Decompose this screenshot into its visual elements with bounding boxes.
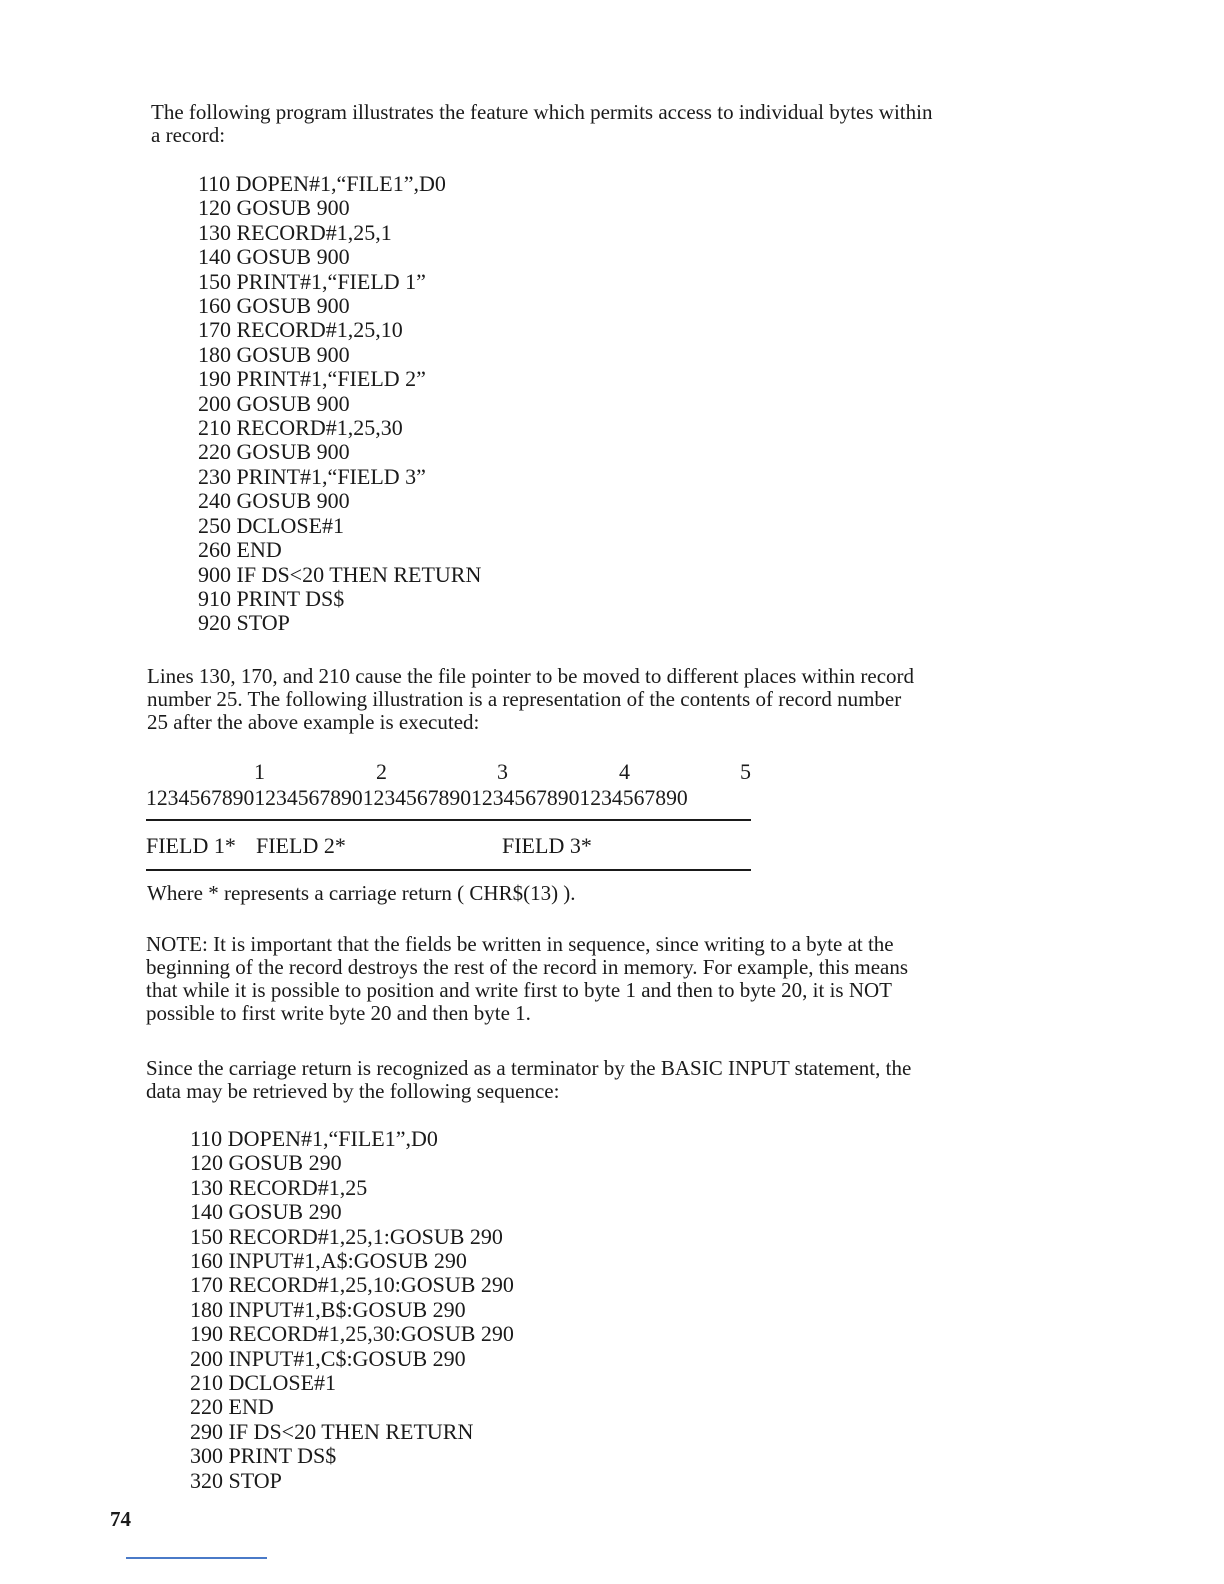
note-line: NOTE: It is important that the fields be written in sequence, since writing to a byte at the [146, 932, 894, 956]
code-line: 150 PRINT#1,“FIELD 1” [198, 268, 426, 294]
note-line: possible to first write byte 20 and then byte 1. [146, 1001, 531, 1025]
explanation-paragraph [147, 665, 914, 734]
code-line: 190 PRINT#1,“FIELD 2” [198, 366, 426, 392]
retrieval-paragraph [146, 1057, 911, 1103]
code-line: 180 GOSUB 900 [198, 341, 350, 367]
code-line: 130 RECORD#1,25,1 [198, 219, 392, 245]
note-paragraph [146, 933, 908, 1025]
code-line: 200 INPUT#1,C$:GOSUB 290 [190, 1345, 466, 1371]
code-line: 140 GOSUB 900 [198, 244, 350, 270]
code-line: 170 RECORD#1,25,10:GOSUB 290 [190, 1272, 514, 1298]
code-line: 240 GOSUB 900 [198, 488, 350, 514]
code-line: 220 GOSUB 900 [198, 439, 350, 465]
code-line: 920 STOP [198, 610, 290, 636]
code-line: 910 PRINT DS$ [198, 585, 345, 611]
note-line: that while it is possible to position and write first to byte 1 and then to byte 20, it is NOT [146, 978, 893, 1002]
tens-marker: 5 [740, 759, 751, 784]
code-line: 320 STOP [190, 1467, 282, 1493]
code-line: 140 GOSUB 290 [190, 1199, 342, 1225]
record-top-rule [146, 819, 751, 821]
code-line: 220 END [190, 1394, 274, 1420]
intro-line: a record: [151, 123, 226, 147]
code-line: 250 DCLOSE#1 [198, 512, 345, 538]
tens-marker: 2 [376, 759, 387, 784]
tens-marker: 4 [619, 759, 630, 784]
field-3-label: FIELD 3* [502, 833, 592, 858]
intro-paragraph [151, 101, 932, 147]
code-line: 230 PRINT#1,“FIELD 3” [198, 463, 426, 489]
code-line: 130 RECORD#1,25 [190, 1174, 368, 1200]
code-line: 300 PRINT DS$ [190, 1443, 337, 1469]
legend-line: Where * represents a carriage return ( CHR$(13) ). [147, 881, 576, 905]
code-line: 180 INPUT#1,B$:GOSUB 290 [190, 1296, 466, 1322]
field-1-label: FIELD 1* [146, 833, 236, 858]
code-line: 290 IF DS<20 THEN RETURN [190, 1418, 474, 1444]
code-line: 150 RECORD#1,25,1:GOSUB 290 [190, 1223, 503, 1249]
explanation-line: number 25. The following illustration is a representation of the contents of record number [147, 687, 902, 711]
code-line: 160 GOSUB 900 [198, 293, 350, 319]
code-line: 120 GOSUB 290 [190, 1150, 342, 1176]
note-line: beginning of the record destroys the rest of the record in memory. For example, this means [146, 955, 909, 979]
bottom-divider [126, 1557, 267, 1559]
page-number: 74 [110, 1507, 131, 1531]
retrieval-line: data may be retrieved by the following sequence: [146, 1079, 560, 1103]
explanation-line: Lines 130, 170, and 210 cause the file pointer to be moved to different places within record [147, 664, 915, 688]
code-line: 110 DOPEN#1,“FILE1”,D0 [190, 1126, 438, 1151]
code-line: 200 GOSUB 900 [198, 390, 350, 416]
code-line: 900 IF DS<20 THEN RETURN [198, 561, 482, 587]
code-line: 120 GOSUB 900 [198, 195, 350, 221]
explanation-line: 25 after the above example is executed: [147, 710, 480, 734]
code-line: 160 INPUT#1,A$:GOSUB 290 [190, 1248, 467, 1274]
code-line: 210 DCLOSE#1 [190, 1370, 337, 1396]
program-listing-2 [190, 1127, 514, 1493]
digit-ruler: 12345678901234567890123456789012345678901234567890 [146, 785, 688, 810]
retrieval-line: Since the carriage return is recognized as a terminator by the BASIC INPUT statement, the [146, 1056, 912, 1080]
code-line: 190 RECORD#1,25,30:GOSUB 290 [190, 1321, 514, 1347]
tens-marker: 3 [497, 759, 508, 784]
tens-marker: 1 [254, 759, 265, 784]
record-bottom-rule [146, 869, 751, 871]
code-line: 260 END [198, 537, 282, 563]
intro-line: The following program illustrates the feature which permits access to individual bytes within [151, 100, 933, 124]
field-2-label: FIELD 2* [256, 833, 346, 858]
code-line: 170 RECORD#1,25,10 [198, 317, 403, 343]
code-line: 110 DOPEN#1,“FILE1”,D0 [198, 171, 446, 196]
asterisk-legend [147, 882, 576, 905]
program-listing-1 [198, 172, 481, 636]
code-line: 210 RECORD#1,25,30 [198, 415, 403, 441]
